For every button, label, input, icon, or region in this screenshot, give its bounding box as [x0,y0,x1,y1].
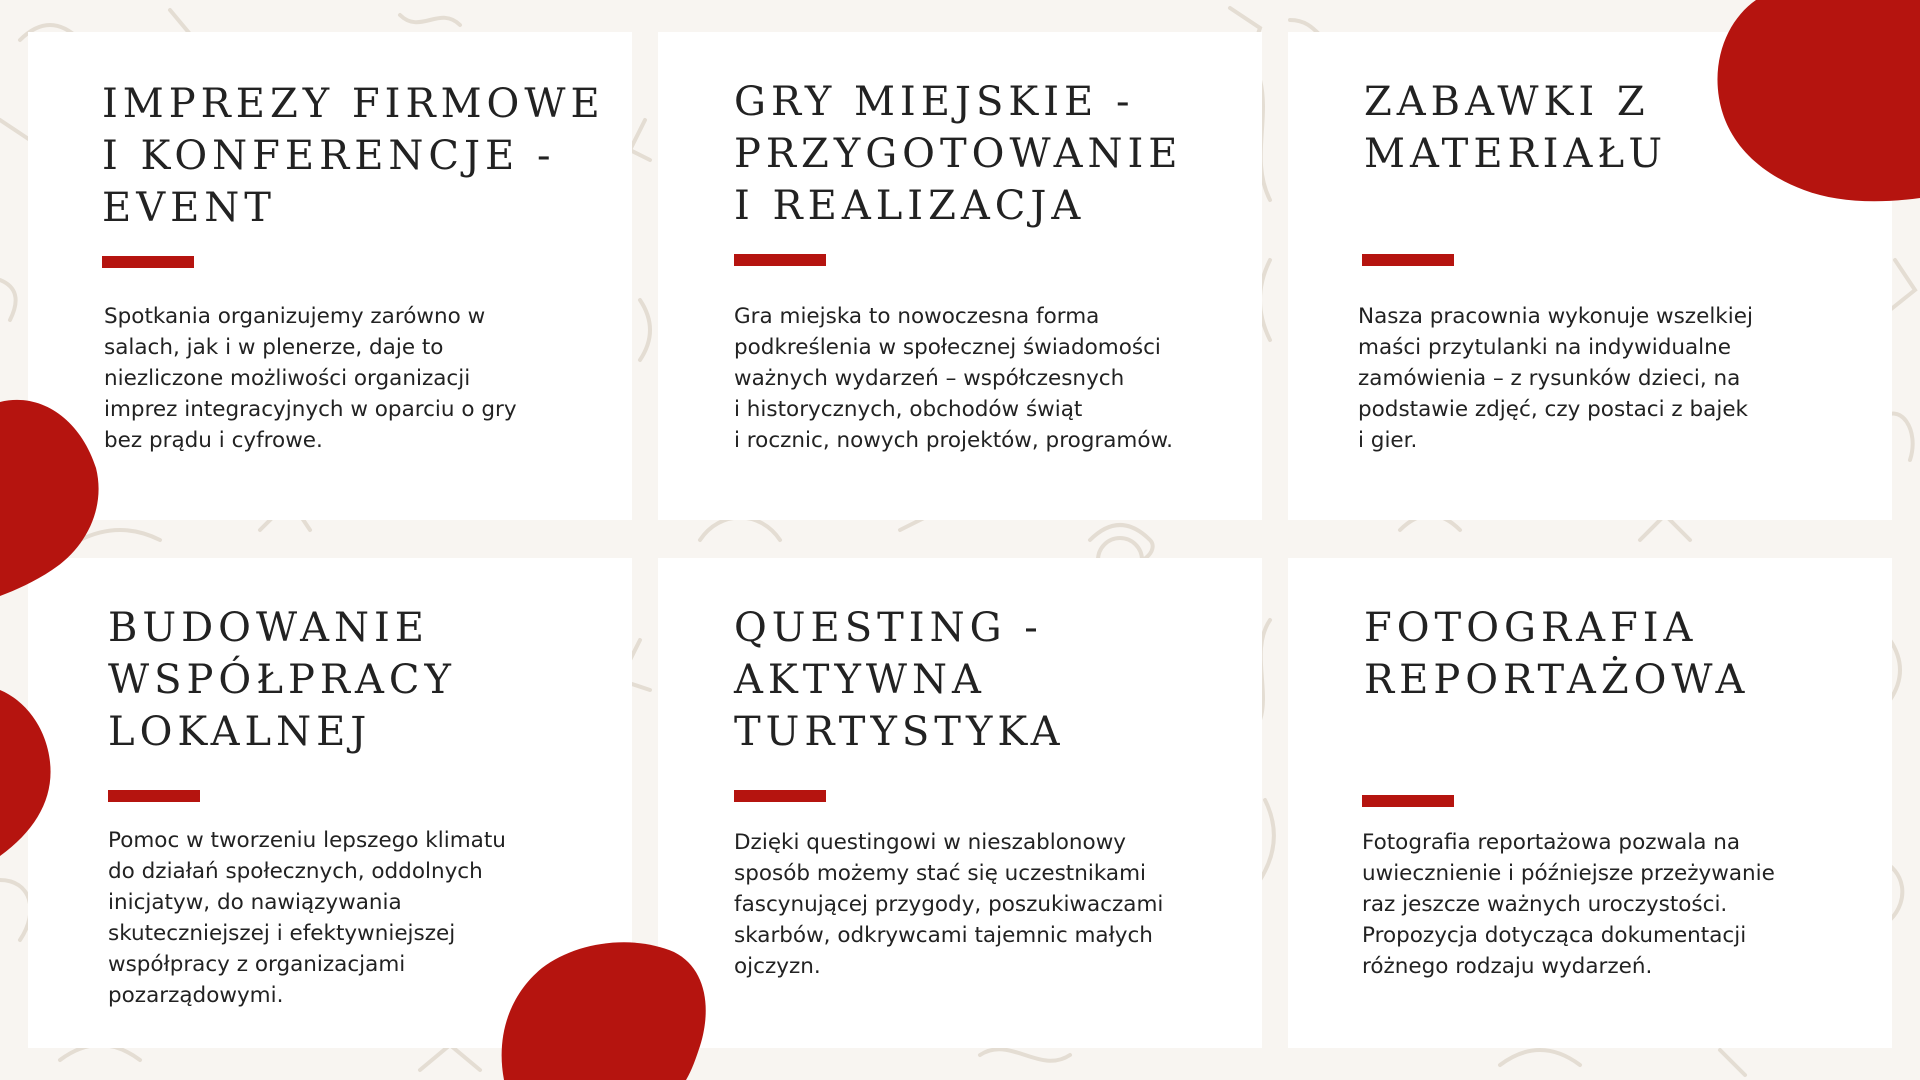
accent-bar [108,790,200,802]
service-card-gry-miejskie [658,32,1262,520]
card-description: Gra miejska to nowoczesna forma podkreślenia w społecznej świadomości ważnych wydarzeń – współczesnych i historycznych, obchodów świąt i rocznic, nowych projektów, programów. [734,304,1173,453]
accent-bar [734,790,826,802]
card-title: FOTOGRAFIA REPORTAŻOWA [1364,605,1750,703]
card-title: GRY MIEJSKIE - PRZYGOTOWANIE I REALIZACJA [734,79,1183,229]
red-blob-top-right [1716,0,1920,205]
card-description: Dzięki questingowi w nieszablonowy sposób możemy stać się uczestnikami fascynującej przygody, poszukiwaczami skarbów, odkrywcami tajemnic małych ojczyzn. [734,830,1164,979]
service-card-event [28,32,632,520]
card-title: QUESTING - AKTYWNA TURTYSTYKA [734,605,1065,755]
card-description: Spotkania organizujemy zarówno w salach, jak i w plenerze, daje to niezliczone możliwości organizacji imprez integracyjnych w oparciu o gry bez prądu i cyfrowe. [104,304,517,453]
service-card-questing [658,558,1262,1048]
card-description: Pomoc w tworzeniu lepszego klimatu do działań społecznych, oddolnych inicjatyw, do nawiązywania skuteczniejszej i efektywniejszej współpracy z organizacjami pozarządowymi. [108,828,506,1008]
accent-bar [102,256,194,268]
accent-bar [1362,254,1454,266]
card-title: ZABAWKI Z MATERIAŁU [1364,79,1668,177]
accent-bar [734,254,826,266]
card-description: Nasza pracownia wykonuje wszelkiej maści przytulanki na indywidualne zamówienia – z rysunków dzieci, na podstawie zdjęć, czy postaci z bajek i gier. [1358,304,1753,453]
service-card-fotografia [1288,558,1892,1048]
red-blob-left-upper [0,398,100,598]
card-title: BUDOWANIE WSPÓŁPRACY LOKALNEJ [108,605,456,755]
red-blob-bottom-center [500,942,710,1080]
red-blob-left-lower [0,690,52,858]
accent-bar [1362,795,1454,807]
card-title: IMPREZY FIRMOWE I KONFERENCJE - EVENT [102,81,605,231]
card-description: Fotografia reportażowa pozwala na uwiecznienie i późniejsze przeżywanie raz jeszcze ważnych uroczystości. Propozycja dotycząca dokumentacji różnego rodzaju wydarzeń. [1362,830,1775,979]
